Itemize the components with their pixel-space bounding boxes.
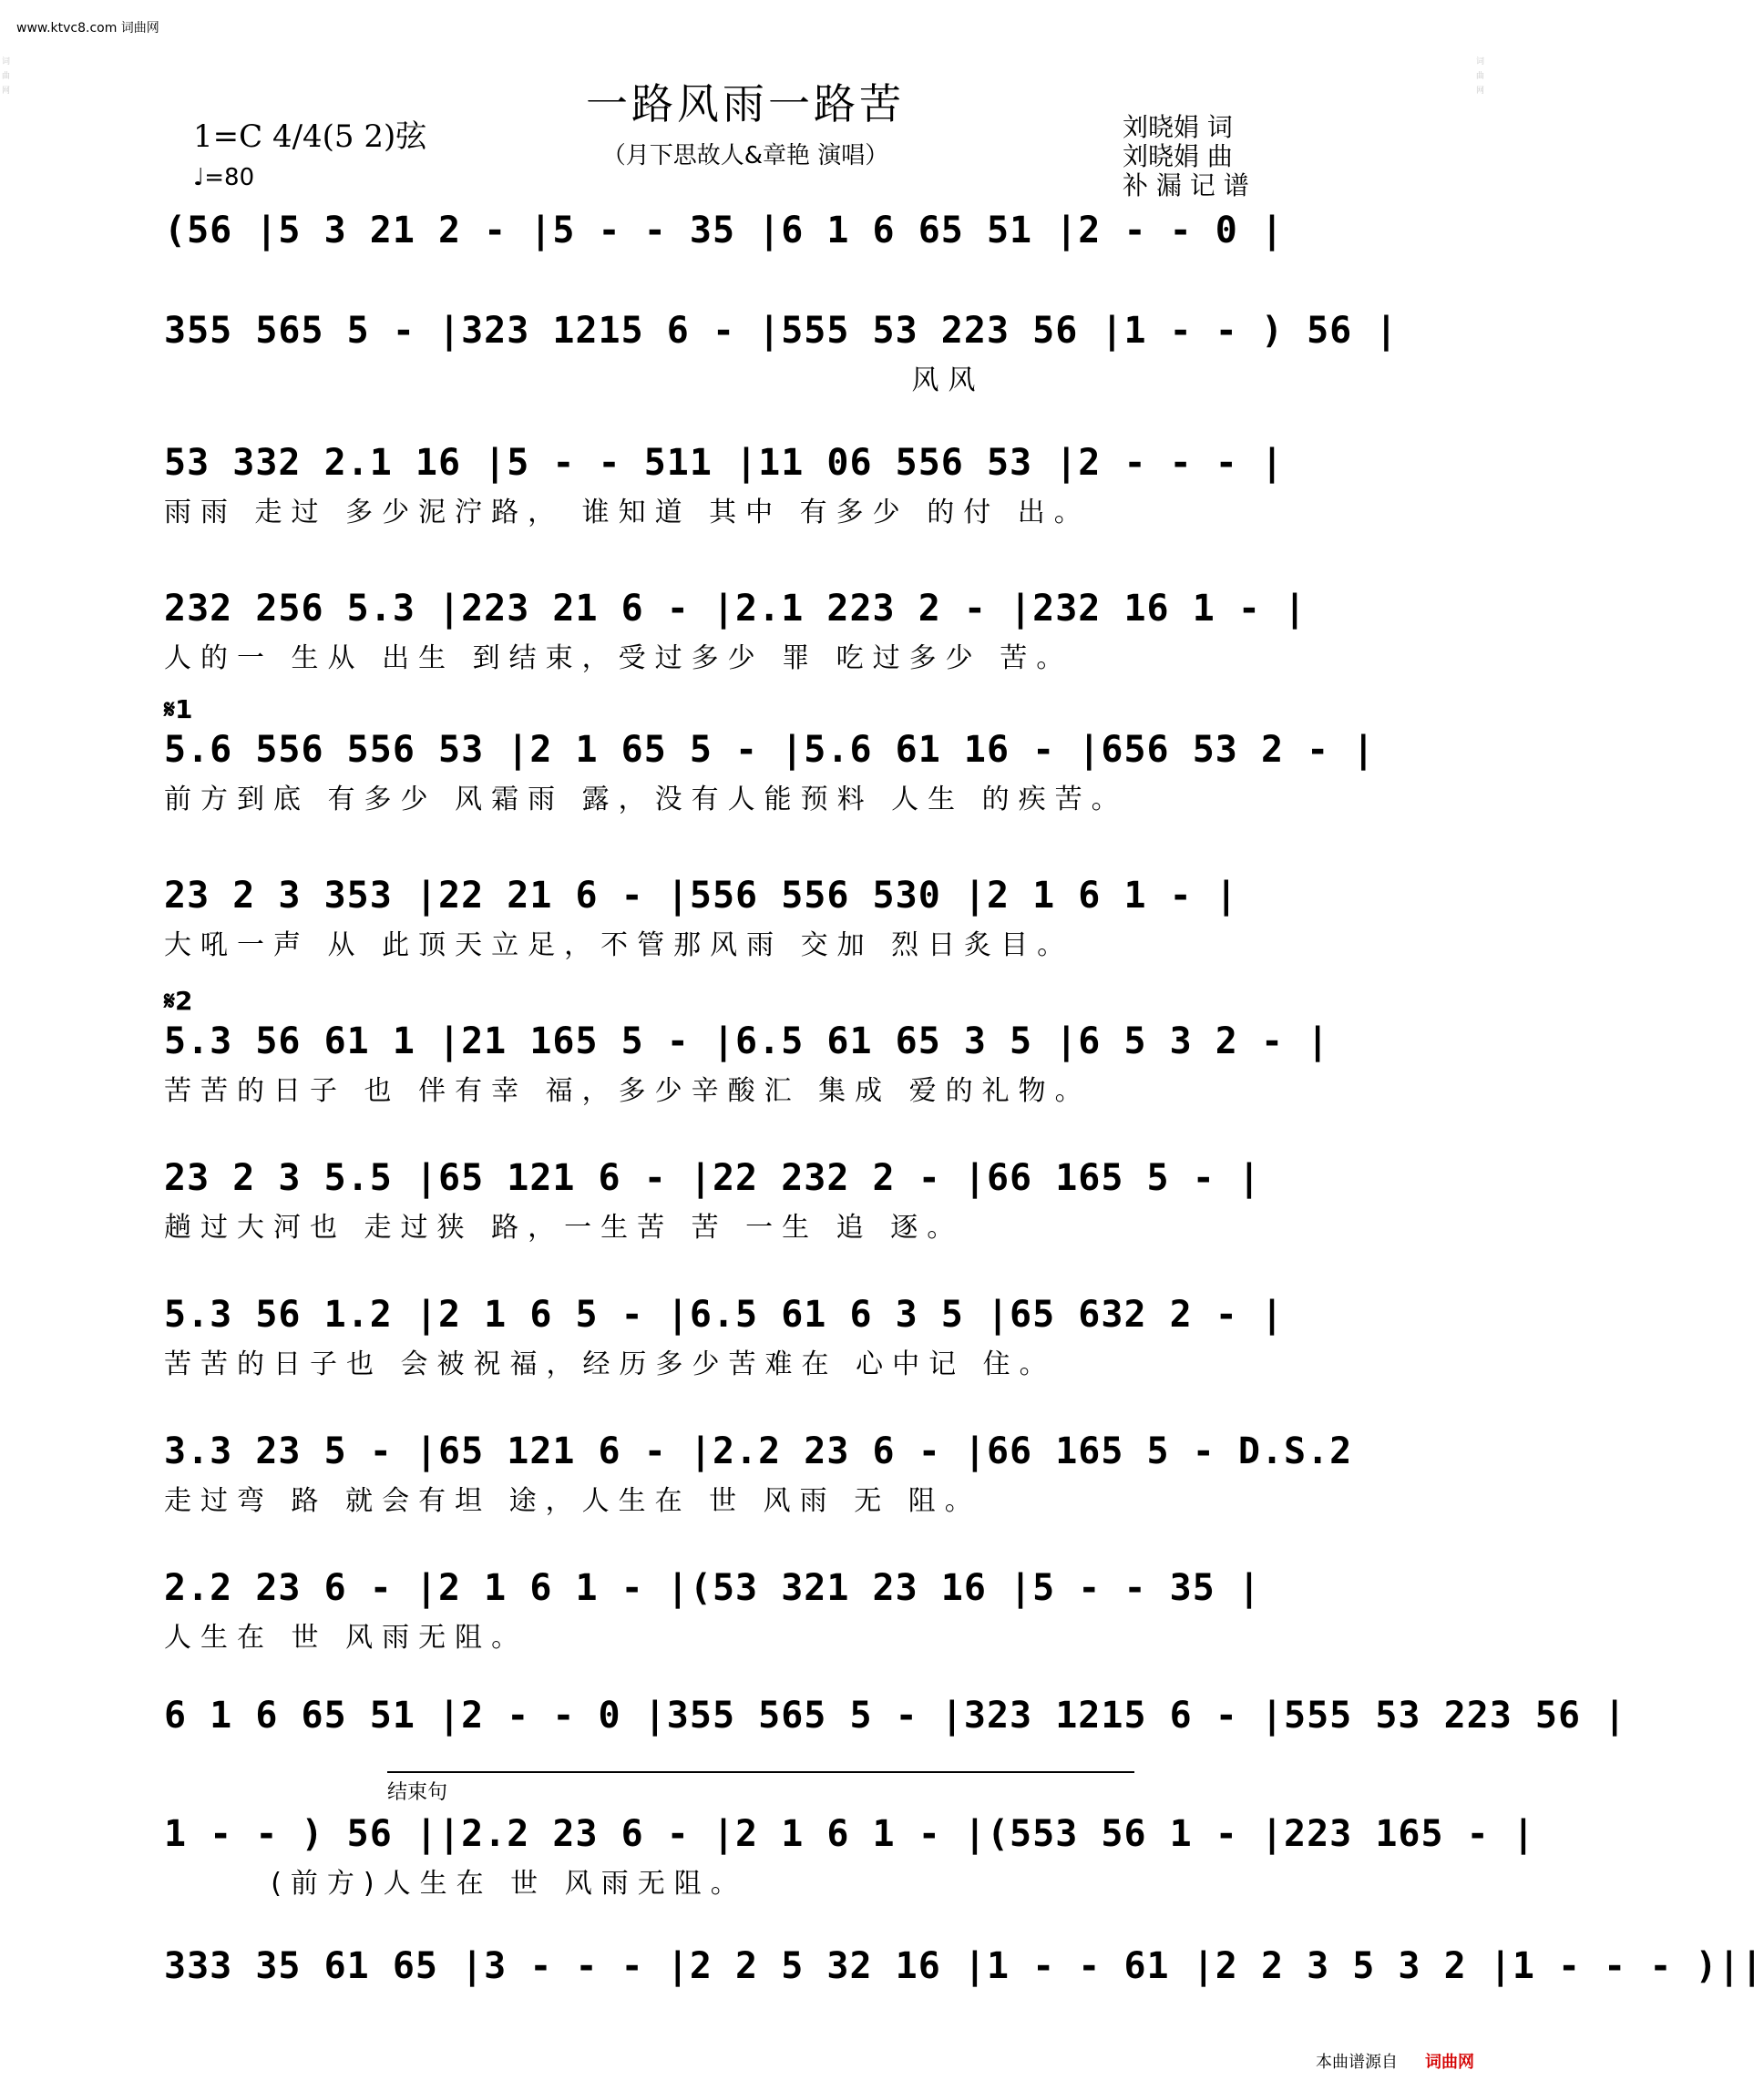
lyrics: 苦苦的日子 也 伴有幸 福，多少辛酸汇 集成 爱的礼物。 (164, 1075, 1092, 1107)
song-title: 一路风雨一路苦 (586, 79, 905, 128)
notes: 23 2 3 353 |22 21 6 - |556 556 530 |2 1 6 1 - | (164, 875, 1238, 917)
notes: 53 332 2.1 16 |5 - - 511 |11 06 556 53 |2 - - - | (164, 442, 1285, 484)
credits (1123, 113, 1249, 200)
score-line (164, 1294, 1335, 1381)
score-line (164, 442, 1335, 529)
lyrics: 人的一 生从 出生 到结束，受过多少 罪 吃过多少 苦。 (164, 642, 1073, 674)
footer (1316, 2049, 1474, 2073)
lyrics: 苦苦的日子也 会被祝福，经历多少苦难在 心中记 住。 (164, 1348, 1056, 1380)
side-watermark-left: 词曲网 (2, 57, 11, 96)
score-line (164, 1813, 1535, 1901)
key-signature: 1=C 4/4(5 2)弦 (193, 118, 427, 155)
score-line (164, 1695, 1627, 1742)
score-line (164, 729, 1376, 816)
side-watermark-right: 词曲网 (1476, 57, 1485, 96)
lyrics: 人生在 世 风雨无阻。 (164, 1622, 528, 1654)
notes: (56 |5 3 21 2 - |5 - - 35 |6 1 6 65 51 |2 - - 0 | (164, 210, 1285, 251)
notes: 5.6 556 556 53 |2 1 65 5 - |5.6 61 16 - |656 53 2 - | (164, 729, 1376, 771)
lyrics: 大吼一声 从 此顶天立足，不管那风雨 交加 烈日炙目。 (164, 929, 1074, 961)
score-line (164, 210, 1335, 257)
notes: 5.3 56 1.2 |2 1 6 5 - |6.5 61 6 3 5 |65 632 2 - | (164, 1294, 1285, 1336)
score-line (164, 1020, 1335, 1108)
song-subtitle: （月下思故人&章艳 演唱） (601, 142, 889, 169)
tempo: ♩=80 (193, 164, 255, 191)
notes: 2.2 23 6 - |2 1 6 1 - |(53 321 23 16 |5 - - 35 | (164, 1567, 1261, 1609)
segno-2: 𝄋2 (164, 986, 193, 1016)
notes: 3.3 23 5 - |65 121 6 - |2.2 23 6 - |66 165 5 - D.S.2 (164, 1430, 1353, 1472)
notes: 355 565 5 - |323 1215 6 - |555 53 223 56 |1 - - ) 56 | (164, 310, 1399, 352)
notes: 6 1 6 65 51 |2 - - 0 |355 565 5 - |323 1215 6 - |555 53 223 56 | (164, 1695, 1627, 1737)
lyrics: 雨雨 走过 多少泥泞路， 谁知道 其中 有多少 的付 出。 (164, 497, 1091, 528)
score-line (164, 1945, 1764, 1993)
credit-transcriber: 补 漏 记 谱 (1123, 170, 1249, 200)
lyrics: (前方)人生在 世 风雨无阻。 (164, 1868, 747, 1900)
site-url: www.ktvc8.com 词曲网 (16, 21, 159, 36)
coda-bracket: 结束句 (387, 1771, 1134, 1805)
notes: 23 2 3 5.5 |65 121 6 - |22 232 2 - |66 165 5 - | (164, 1157, 1261, 1199)
notes: 1 - - ) 56 ||2.2 23 6 - |2 1 6 1 - |(553 56 1 - |223 165 - | (164, 1813, 1535, 1855)
score-line (164, 310, 1399, 397)
score-line (164, 1157, 1335, 1245)
lyrics: 风风 (164, 364, 985, 396)
lyrics: 走过弯 路 就会有坦 途，人生在 世 风雨 无 阻。 (164, 1485, 981, 1517)
lyrics: 前方到底 有多少 风霜雨 露，没有人能预料 人生 的疾苦。 (164, 784, 1128, 815)
notes: 232 256 5.3 |223 21 6 - |2.1 223 2 - |232 16 1 - | (164, 588, 1308, 630)
credit-lyrics: 刘晓娟 词 (1123, 112, 1233, 142)
footer-note: 本曲谱源自 (1316, 2053, 1398, 2072)
lyrics: 趟过大河也 走过狭 路，一生苦 苦 一生 追 逐。 (164, 1212, 964, 1244)
credit-music: 刘晓娟 曲 (1123, 141, 1233, 171)
notes: 333 35 61 65 |3 - - - |2 2 5 32 16 |1 - - 61 |2 2 3 5 3 2 |1 - - - )|| (164, 1945, 1764, 1987)
footer-brand: 词曲网 (1425, 2053, 1474, 2072)
score-line (164, 1567, 1335, 1655)
segno-1: 𝄋1 (164, 694, 193, 724)
score-line (164, 875, 1335, 962)
score-line (164, 588, 1335, 675)
score-line (164, 1430, 1353, 1518)
notes: 5.3 56 61 1 |21 165 5 - |6.5 61 65 3 5 |6 5 3 2 - | (164, 1020, 1330, 1062)
